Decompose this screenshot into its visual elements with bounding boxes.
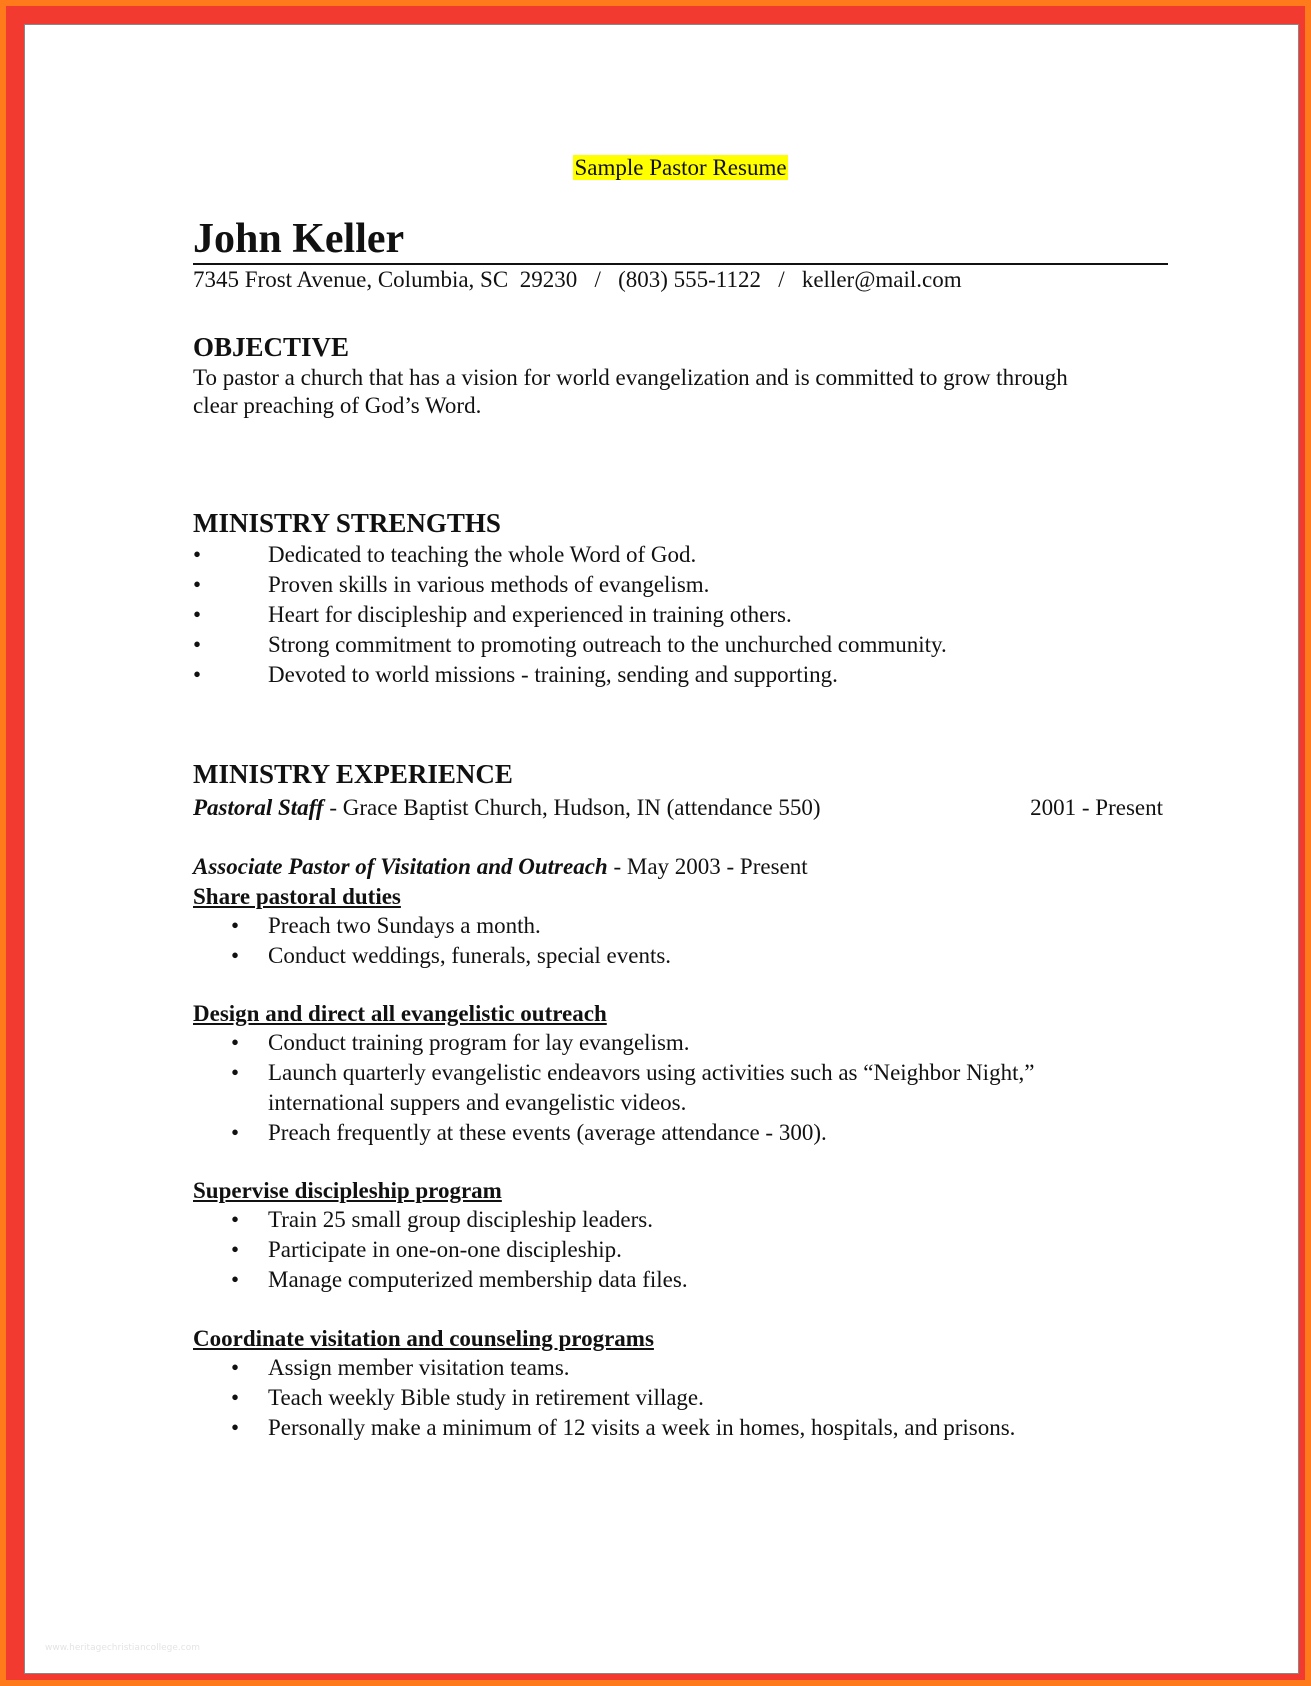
bullet: •: [231, 1385, 240, 1410]
visitation-list: [193, 1353, 1168, 1443]
outreach-heading: Design and direct all evangelistic outreach: [193, 1001, 607, 1026]
bullet: •: [231, 1355, 240, 1380]
role-dates: - May 2003 - Present: [607, 854, 808, 879]
experience-heading: MINISTRY EXPERIENCE: [193, 759, 513, 789]
list-item: • Dedicated to teaching the whole Word of God.: [193, 540, 1168, 570]
strengths-list: [193, 540, 1168, 690]
role-row: [193, 852, 808, 882]
bullet: •: [193, 602, 202, 627]
bullet: •: [231, 1060, 240, 1085]
outreach-list: [193, 1028, 1168, 1148]
discipleship-heading: Supervise discipleship program: [193, 1178, 502, 1203]
bullet: •: [231, 1030, 240, 1055]
bullet: •: [231, 1207, 240, 1232]
position-row: [193, 793, 1168, 823]
list-item: • Proven skills in various methods of evangelism.: [193, 570, 1168, 600]
visitation-heading: Coordinate visitation and counseling programs: [193, 1326, 654, 1351]
position-dates: 2001 - Present: [1030, 795, 1163, 820]
strengths-heading: MINISTRY STRENGTHS: [193, 508, 501, 538]
duties-heading: Share pastoral duties: [193, 884, 401, 909]
list-item: • Train 25 small group discipleship leaders.: [193, 1205, 1168, 1235]
bullet: •: [231, 943, 240, 968]
position-title: Pastoral Staff: [193, 795, 324, 820]
bullet: •: [231, 913, 240, 938]
role-title: Associate Pastor of Visitation and Outreach: [193, 854, 608, 879]
list-item: • Personally make a minimum of 12 visits a week in homes, hospitals, and prisons.: [193, 1413, 1168, 1443]
candidate-name: John Keller: [193, 216, 405, 262]
objective-heading: OBJECTIVE: [193, 332, 350, 362]
bullet: •: [193, 572, 202, 597]
list-item: • Conduct weddings, funerals, special events.: [193, 941, 1168, 971]
list-item: • Teach weekly Bible study in retirement village.: [193, 1383, 1168, 1413]
list-item: • Conduct training program for lay evangelism.: [193, 1028, 1168, 1058]
objective-line-2: clear preaching of God’s Word.: [193, 393, 482, 418]
list-item: • Launch quarterly evangelistic endeavors using activities such as “Neighbor Night,”: [193, 1058, 1168, 1088]
bullet: •: [231, 1267, 240, 1292]
bullet: •: [231, 1415, 240, 1440]
bullet: •: [231, 1120, 240, 1145]
document-title: [193, 153, 1168, 183]
list-item: • Preach frequently at these events (average attendance - 300).: [193, 1118, 1168, 1148]
list-item: • Strong commitment to promoting outreach to the unchurched community.: [193, 630, 1168, 660]
bullet: •: [231, 1237, 240, 1262]
bullet: •: [193, 632, 202, 657]
list-item: • Assign member visitation teams.: [193, 1353, 1168, 1383]
bullet: •: [193, 662, 202, 687]
discipleship-list: [193, 1205, 1168, 1295]
name-header: [193, 215, 1168, 265]
list-item: • Heart for discipleship and experienced in training others.: [193, 600, 1168, 630]
list-item: • Devoted to world missions - training, sending and supporting.: [193, 660, 1168, 690]
objective-line-1: To pastor a church that has a vision for world evangelization and is committed to grow through: [193, 365, 1068, 390]
duties-list: [193, 911, 1168, 971]
bullet: •: [193, 542, 202, 567]
list-item: • Preach two Sundays a month.: [193, 911, 1168, 941]
document-title-text: Sample Pastor Resume: [574, 155, 787, 180]
list-item: • Manage computerized membership data files.: [193, 1265, 1168, 1295]
contact-line: 7345 Frost Avenue, Columbia, SC 29230 / (803) 555-1122 / keller@mail.com: [193, 267, 962, 292]
position-details: - Grace Baptist Church, Hudson, IN (attendance 550): [323, 795, 821, 820]
watermark: www.heritagechristiancollege.com: [45, 1643, 200, 1653]
list-item: • Participate in one-on-one discipleship.: [193, 1235, 1168, 1265]
list-item-continuation: international suppers and evangelistic videos.: [268, 1090, 687, 1115]
document-page: [24, 24, 1299, 1674]
